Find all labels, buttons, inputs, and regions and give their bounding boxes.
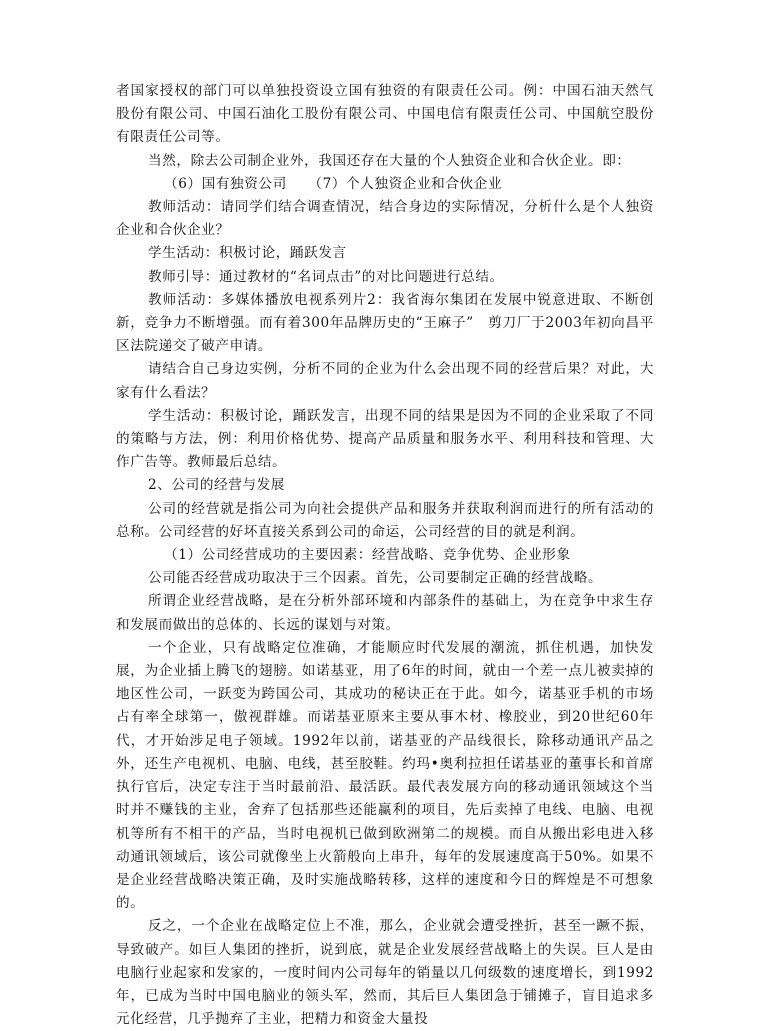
paragraph-other-enterprises: 当然，除去公司制企业外，我国还存在大量的个人独资企业和合伙企业。即： — [148, 152, 631, 169]
paragraph-nokia-case: 一个企业，只有战略定位准确，才能顺应时代发展的潮流，抓住机遇，加快发展，为企业插上腾飞的翅膀。如诺基亚，用了6年的时间，就由一个差一点儿被卖掉的地区性公司，一跃变为跨国公司，其成功的秘诀正在于此。如今，诺基亚手机的市场占有率全球第一，傲视群雄。而诺基亚原来主要从事木材、橡胶业，到20世纪60年代，才开始涉足电子领域。1992年以前，诺基亚的产品线很长，除移动通讯产品之外，还生产电视机、电脑、电线，甚至胶鞋。约玛•奥利拉担任诺基亚的董事长和首席执行官后，决定专注于当时最前沿、最活跃。最代表发展方向的移动通讯领域这个当时并不赚钱的主业，舍弃了包括那些还能赢利的项目，先后卖掉了电线、电脑、电视机等所有不相干的产品，当时电视机已做到欧洲第二的规模。而自从搬出彩电进入移动通讯领域后，该公司就像坐上火箭般向上串升，每年的发展速度高于50%。如果不是企业经营战略决策正确，及时实施战略转移，这样的速度和今日的辉煌是不可想象的。 — [116, 639, 654, 912]
paragraph-question: 请结合自己身边实例，分析不同的企业为什么会出现不同的经营后果？对此，大家有什么看法？ — [116, 361, 654, 401]
paragraph-student-activity-1: 学生活动：积极讨论，踊跃发言 — [148, 245, 347, 262]
paragraph-teacher-activity-1: 教师活动：请同学们结合调查情况，结合身边的实际情况，分析什么是个人独资企业和合伙企业？ — [116, 199, 654, 239]
paragraph-giant-case: 反之，一个企业在战略定位上不准，那么，企业就会遭受挫折，甚至一蹶不振，导致破产。如巨人集团的挫折，说到底，就是企业发展经营战略上的失误。巨人是由电脑行业起家和发家的，一度时间内公司每年的销量以几何级数的速度增长，到1992年，已成为当时中国电脑业的领头军，然而，其后巨人集团急于铺摊子，盲目追求多元化经营，几乎抛弃了主业，把精力和资金大量投 — [116, 918, 654, 1028]
paragraph-teacher-activity-2: 教师活动：多媒体播放电视系列片2：我省海尔集团在发展中锐意进取、不断创新，竞争力不断增强。而有着300年品牌历史的“王麻子” 剪刀厂于2003年初向昌平区法院递交了破产申请。 — [116, 291, 654, 355]
paragraph-strategy-definition: 所谓企业经营战略，是在分析外部环境和内部条件的基础上，为在竞争中求生存和发展而做出的总体的、长远的谋划与对策。 — [116, 593, 654, 633]
paragraph-intro: 者国家授权的部门可以单独投资设立国有独资的有限责任公司。例：中国石油天然气股份有限公司、中国石油化工股份有限公司、中国电信有限责任公司、中国航空股份有限责任公司等。 — [116, 83, 654, 146]
paragraph-student-activity-2: 学生活动：积极讨论，踊跃发言，出现不同的结果是因为不同的企业采取了不同的策略与方法，例：利用价格优势、提高产品质量和服务水平、利用科技和管理、大作广告等。教师最后总结。 — [116, 407, 654, 471]
subheading-success-factors: （1）公司经营成功的主要因素：经营战略、竞争优势、企业形象 — [164, 547, 571, 564]
subheading-types: （6）国有独资公司 （7）个人独资企业和合伙企业 — [164, 175, 503, 192]
paragraph-operation-definition: 公司的经营就是指公司为向社会提供产品和服务并获取利润而进行的所有活动的总称。公司经营的好坏直接关系到公司的命运，公司经营的目的就是利润。 — [116, 500, 654, 540]
section-heading-operation: 2、公司的经营与发展 — [148, 477, 285, 494]
paragraph-three-factors: 公司能否经营成功取决于三个因素。首先，公司要制定正确的经营战略。 — [148, 570, 603, 587]
paragraph-teacher-guide: 教师引导：通过教材的“名词点击”的对比问题进行总结。 — [148, 268, 504, 285]
